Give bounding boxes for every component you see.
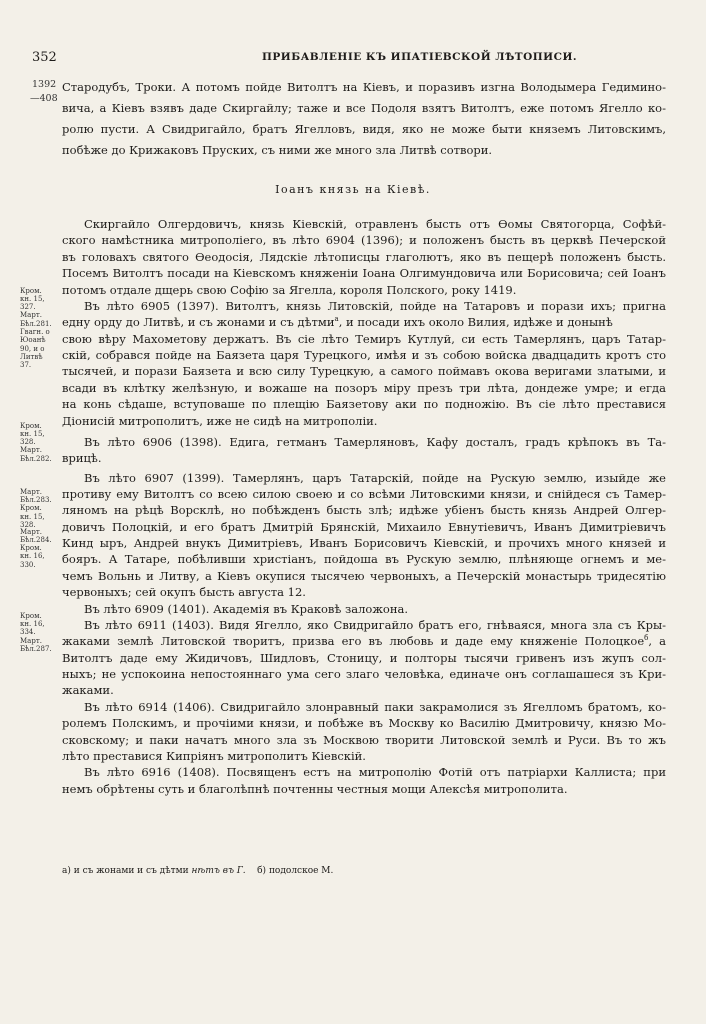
running-title: ПРИБАВЛЕНІЕ КЪ ИПАТІЕВСКОЙ ЛѢТОПИСИ. (262, 51, 578, 63)
footnote-note: нѣтъ въ Г. (191, 866, 246, 876)
text-segment: , а (648, 634, 666, 649)
text-line: тысячей, и порази Баязета и всю силу Турецкую, а самого поймавъ окова веригами златыми, и (62, 364, 666, 379)
text-line: скій, собрався пойде на Баязета царя Турецкого, имѣя и зъ собою войска двадцадить кротъ сто (62, 348, 666, 363)
footnote-mark-b: б (644, 634, 649, 643)
text-line: побѣже до Крижаковъ Пруских, съ ними же много зла Литвѣ сотвори. (62, 143, 493, 157)
text-line: Діонисій митрополитъ, иже не сидѣ на митрополіи. (62, 413, 378, 428)
text-line: въ головахъ святого Ѳеодосія, Лядскіе лѣтописцы глаголютъ, яко въ пещерѣ положенъ бысть. (62, 249, 666, 264)
text-line: всади въ клѣтку желѣзную, и вожаше на позоръ міру презъ три лѣта, дондеже умре; и егда (62, 380, 666, 395)
text-line: Стародубъ, Троки. А потомъ пойде Витолтъ на Кіевъ, и поразивъ изгна Володымера Гедимино- (62, 80, 666, 94)
text-line: врицѣ. (62, 451, 102, 466)
text-line: Въ лѣто 6914 (1406). Свидригайло злонравный паки закрамолися зъ Ягелломъ братомъ, ко- (84, 699, 666, 714)
text-line: на конь сѣдаше, вступоваше по плещію Баязетову аки по подножію. Въ сіе лѣто преставися (62, 397, 666, 412)
margin-reference-1403: Март. Бѣл.284. Кром. кн. 16, 330. (20, 527, 52, 569)
text-line: свою вѣру Махометову держатъ. Въ сіе лѣто Темиръ Кутлуй, си есть Тамерлянъ, царъ Татар- (62, 331, 666, 346)
text-line: противу ему Витолтъ со всею силою своею и со всѣми Литовскими князи, и снійдеся съ Тамер- (62, 486, 666, 501)
text-line: довичъ Полоцкій, и его братъ Дмитрій Брянскій, Михаило Евнутіевичъ, Иванъ Димитріевичъ (62, 519, 666, 534)
text-line: бояръ. А Татаре, побѣливши христіанъ, пойдоша въ Рускую землю, плѣняюще огнемъ и ме- (62, 552, 666, 567)
text-line: Въ лѣто 6916 (1408). Посвященъ естъ на митрополію Фотій отъ патріархи Каллиста; при (84, 765, 666, 780)
text-line: Въ лѣто 6911 (1403). Видя Ягелло, яко Свидригайло братъ его, гнѣваяся, многа зла съ Кры- (84, 617, 666, 632)
text-line: чемъ Вольнь и Литву, а Кіевъ окупися тысячею червоныхъ, а Печерскій монастырь тридесятію (62, 568, 666, 583)
text-line: Въ лѣто 6906 (1398). Едига, гетманъ Тамерляновъ, Кафу досталъ, градъ крѣпокъ въ Та- (84, 434, 666, 449)
text-line: Посемъ Витолтъ посади на Кіевскомъ княженіи Іоана Олгимундовича или Борисовича; сей Іоанъ (62, 266, 666, 281)
text-line: Скиргайло Олгердовичъ, князь Кіевскій, отравленъ бысть отъ Ѳомы Святогорца, Софѣй- (84, 217, 666, 232)
footnote-mark-a: а (334, 315, 339, 324)
text-segment: , и посади ихъ около Вилия, идѣже и донынѣ (338, 315, 613, 330)
text-line: червоныхъ; сей окупъ бысть августа 12. (62, 585, 306, 600)
text-line: лѣто преставися Кипріянъ митрополитъ Кіевскій. (62, 749, 366, 763)
text-line: ского намѣстника митрополіего, въ лѣто 6904 (1396); и положенъ бысть въ церквѣ Печерской (62, 233, 666, 248)
margin-reference-1397: Кром. кн. 15, 327. Март. Бѣл.281. Гвагн. о Юоанѣ 90, и о Литвѣ 37. (20, 286, 52, 370)
text-segment: едну орду до Литвѣ, и съ жонами и съ дѣтми (62, 315, 335, 330)
text-line: вича, а Кіевъ взявъ даде Скиргайлу; таже и все Подоля взятъ Витолтъ, еже потомъ Ягелло ко- (62, 101, 666, 115)
text-line: Кинд ыръ, Андрей внукъ Димитріевъ, Иванъ Борисовичъ Кіевскій, и прочихъ много князей и (62, 536, 666, 551)
text-line: немъ обрѣтены суть и благолѣпнѣ почтенны честныя мощи Алексѣя митрополита. (62, 781, 568, 796)
margin-year-start: 1392 (32, 79, 57, 90)
text-line: жаками. (62, 683, 114, 698)
footnote-mark: а) (62, 866, 71, 876)
text-line: потомъ отдале дщерь свою Софію за Ягелла, короля Полского, року 1419. (62, 282, 517, 297)
footnote-text: и съ жонами и съ дѣтми (73, 866, 189, 876)
page-number: 352 (32, 50, 57, 65)
text-line: ляномъ на рѣцѣ Ворсклѣ, но побѣжденъ бысть злѣ; идѣже убіенъ бысть князь Андрей Олгер- (62, 503, 666, 518)
margin-reference-1406: Кром. кн. 16, 334. Март. Бѣл.287. (20, 611, 52, 654)
section-title: Іоанъ князь на Кіевѣ. (275, 183, 431, 196)
text-line: сковскому; и паки начатъ много зла зъ Москвою творити Литовской землѣ и Руси. Въ то жъ (62, 732, 666, 747)
footnote-text: подолское М. (268, 866, 334, 876)
margin-reference-1399b: Март. Бѣл.283. Кром. кн. 15, 328. (20, 487, 52, 529)
footnote-mark: б) (257, 866, 267, 876)
text-line: ролю пусти. А Свидригайло, братъ Ягелловъ, видя, яко не може быти княземъ Литовскимъ, (62, 122, 666, 136)
text-segment: жаками землѣ Литовской творитъ, призва его въ любовь и даде ему княженіе Полоцкое (62, 634, 645, 649)
footnotes (62, 866, 333, 876)
text-line: Въ лѣто 6907 (1399). Тамерлянъ, царъ Татарскій, пойде на Рускую землю, изыйде же (84, 470, 666, 485)
text-line: Въ лѣто 6905 (1397). Витолтъ, князь Литовскій, пойде на Татаровъ и порази ихъ; пригна (84, 298, 666, 313)
text-line: ролемъ Полскимъ, и прочіими князи, и побѣже въ Москву ко Василію Дмитровичу, князю Мо- (62, 716, 666, 731)
margin-year-end: —408 (30, 93, 58, 104)
text-line: ныхъ; не успокоина непостояннаго ума сего злаго человѣка, единаче онъ соглашашеся зъ Кри- (62, 667, 666, 682)
margin-reference-1399: Кром. кн. 15, 328. Март. Бѣл.282. (20, 421, 52, 463)
running-header (32, 50, 674, 66)
text-line: Витолтъ даде ему Жидичовъ, Шидловъ, Стоницу, и полторы тысячи гривенъ изъ жупъ сол- (62, 650, 666, 665)
text-line: Въ лѣто 6909 (1401). Академія въ Краковѣ заложона. (84, 601, 409, 616)
